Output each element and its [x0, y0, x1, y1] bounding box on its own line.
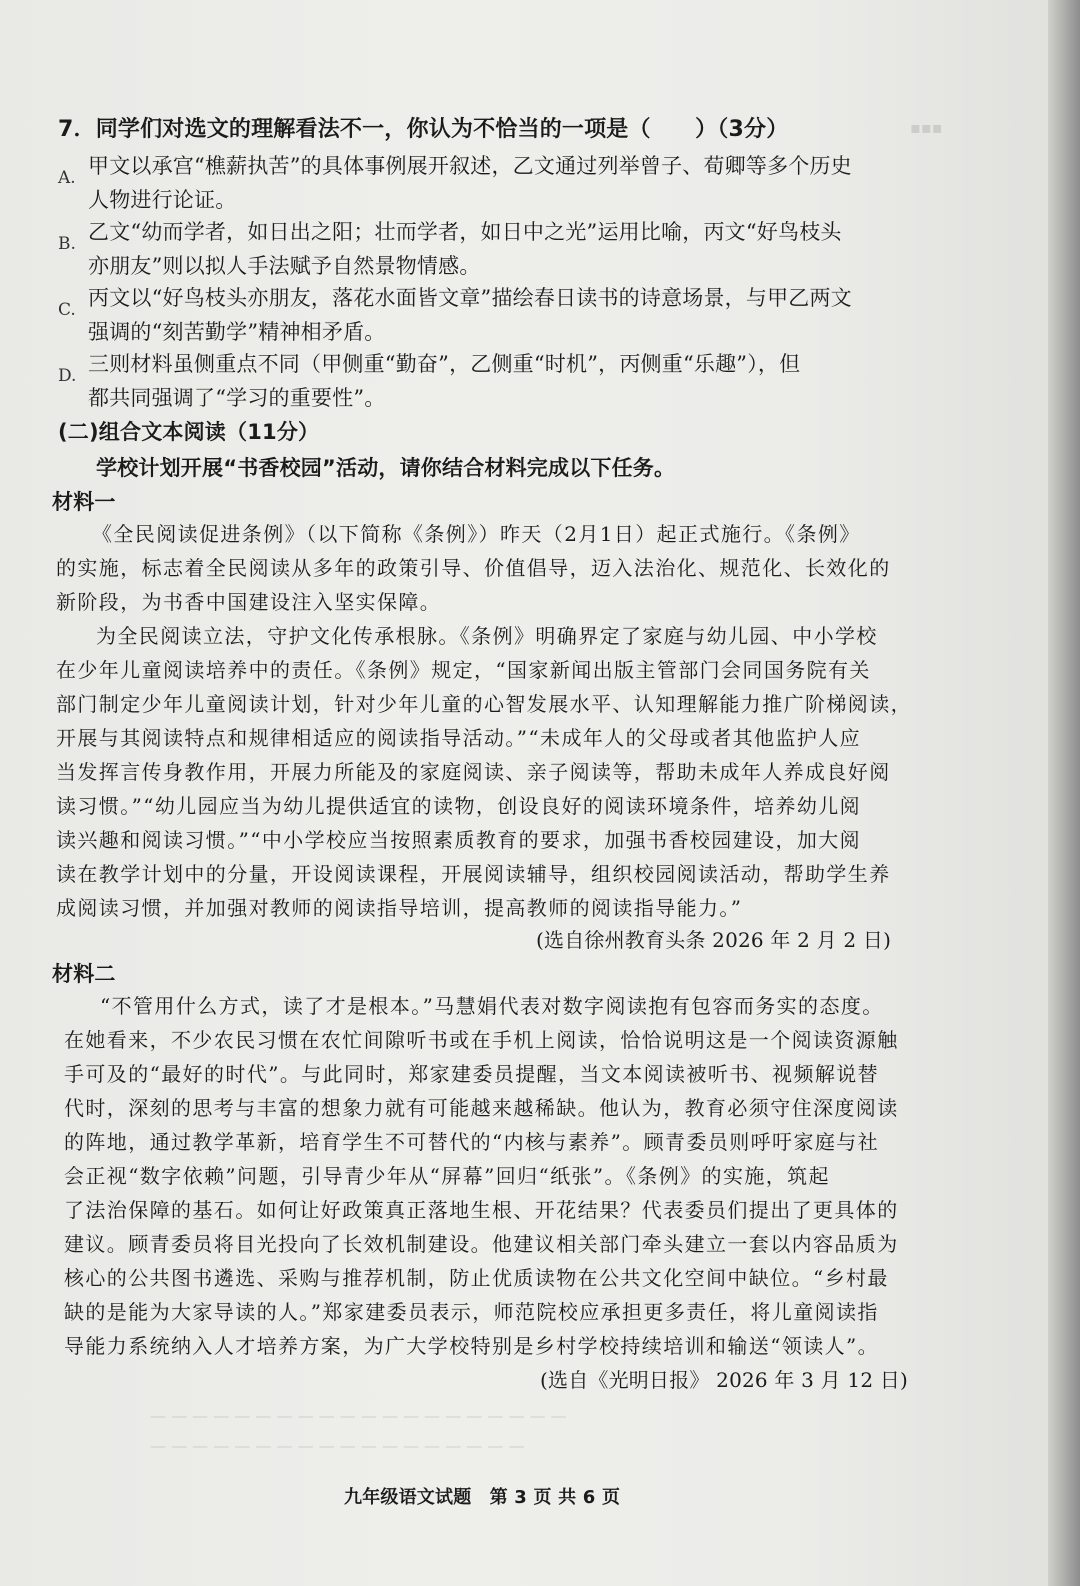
material-1-line: 当发挥言传身教作用，开展力所能及的家庭阅读、亲子阅读等，帮助未成年人养成良好阅 — [56, 760, 891, 784]
option-text-line: 丙文以“好鸟枝头亦朋友，落花水面皆文章”描绘春日读书的诗意场景，与甲乙两文 — [88, 286, 852, 310]
page-footer: 九年级语文试题 第 3 页 共 6 页 — [344, 1487, 621, 1508]
option-letter: D. — [58, 366, 77, 386]
option-text-line: 都共同强调了“学习的重要性”。 — [88, 386, 386, 410]
material-2-line: 代时，深刻的思考与丰富的想象力就有可能越来越稀缺。他认为，教育必须守住深度阅读 — [64, 1096, 899, 1120]
option-text-line: 亦朋友”则以拟人手法赋予自然景物情感。 — [88, 254, 481, 278]
material-1-line: 读在教学计划中的分量，开设阅读课程，开展阅读辅导，组织校园阅读活动，帮助学生养 — [56, 862, 891, 886]
option-text-line: 乙文“幼而学者，如日出之阳；壮而学者，如日中之光”运用比喻，丙文“好鸟枝头 — [88, 220, 842, 244]
material-1-line: 为全民阅读立法，守护文化传承根脉。《条例》明确界定了家庭与幼儿园、中小学校 — [96, 624, 878, 648]
material-1-line: 《全民阅读促进条例》（以下简称《条例》）昨天（2月1日）起正式施行。《条例》 — [92, 522, 861, 546]
question-7-stem: 7．同学们对选文的理解看法不一，你认为不恰当的一项是（ ）（3分） — [58, 117, 789, 142]
material-2-line: 的阵地，通过教学革新，培育学生不可替代的“内核与素养”。顾青委员则呼吁家庭与社 — [64, 1130, 880, 1154]
material-2-line: 了法治保障的基石。如何让好政策真正落地生根、开花结果？代表委员们提出了更具体的 — [64, 1198, 899, 1222]
section-task: 学校计划开展“书香校园”活动，请你结合材料完成以下任务。 — [96, 456, 676, 480]
material-2-line: 导能力系统纳入人才培养方案，为广大学校特别是乡村学校持续培训和输送“领读人”。 — [64, 1334, 880, 1358]
material-2-line: 会正视“数字依赖”问题，引导青少年从“屏幕”回归“纸张”。《条例》的实施，筑起 — [64, 1164, 830, 1188]
material-1-line: 读习惯。”“幼儿园应当为幼儿提供适宜的读物，创设良好的阅读环境条件，培养幼儿阅 — [56, 794, 862, 818]
material-2-line: 建议。顾青委员将目光投向了长效机制建设。他建议相关部门牵头建立一套以内容品质为 — [64, 1232, 899, 1256]
material-2-line: 在她看来，不少农民习惯在农忙间隙听书或在手机上阅读，恰恰说明这是一个阅读资源触 — [64, 1028, 899, 1052]
material-1-line: 部门制定少年儿童阅读计划，针对少年儿童的心智发展水平、认知理解能力推广阶梯阅读， — [56, 692, 912, 716]
option-text-line: 强调的“刻苦勤学”精神相矛盾。 — [88, 320, 386, 344]
material-1-line: 新阶段，为书香中国建设注入坚实保障。 — [56, 590, 442, 614]
paper-edge — [1048, 0, 1080, 1586]
bleed-through-mark: ▪▪▪ — [910, 118, 943, 137]
option-text-line: 甲文以承宫“樵薪执苦”的具体事例展开叙述，乙文通过列举曾子、荀卿等多个历史 — [88, 154, 852, 178]
option-text-line: 人物进行论证。 — [88, 188, 237, 212]
option-letter: C. — [58, 300, 76, 320]
material-1-line: 的实施，标志着全民阅读从多年的政策引导、价值倡导，迈入法治化、规范化、长效化的 — [56, 556, 891, 580]
material-1-line: 在少年儿童阅读培养中的责任。《条例》规定，“国家新闻出版主管部门会同国务院有关 — [56, 658, 871, 682]
material-2-title: 材料二 — [52, 962, 116, 986]
bleed-through-mark: — — — — — — — — — — — — — — — — — — — [150, 1436, 525, 1455]
material-1-line: 成阅读习惯，并加强对教师的阅读指导培训，提高教师的阅读指导能力。” — [56, 896, 743, 920]
material-2-line: 缺的是能为大家导读的人。”郑家建委员表示，师范院校应承担更多责任，将儿童阅读指 — [64, 1300, 879, 1324]
material-1-source: (选自徐州教育头条 2026 年 2 月 2 日) — [536, 928, 892, 952]
material-2-line: “不管用什么方式，读了才是根本。”马慧娟代表对数字阅读抱有包容而务实的态度。 — [100, 994, 884, 1018]
option-text-line: 三则材料虽侧重点不同（甲侧重“勤奋”，乙侧重“时机”，丙侧重“乐趣”），但 — [88, 352, 801, 376]
material-2-line: 核心的公共图书遴选、采购与推荐机制，防止优质读物在公共文化空间中缺位。“乡村最 — [64, 1266, 889, 1290]
material-2-source: (选自《光明日报》 2026 年 3 月 12 日) — [540, 1368, 909, 1392]
option-letter: A. — [58, 168, 76, 188]
option-letter: B. — [58, 234, 76, 254]
bleed-through-mark: — — — — — — — — — — — — — — — — — — — — — [150, 1406, 567, 1425]
material-1-line: 读兴趣和阅读习惯。”“中小学校应当按照素质教育的要求，加强书香校园建设，加大阅 — [56, 828, 862, 852]
section-heading: (二)组合文本阅读（11分） — [58, 420, 320, 444]
material-1-title: 材料一 — [52, 490, 116, 514]
material-1-line: 开展与其阅读特点和规律相适应的阅读指导活动。”“未成年人的父母或者其他监护人应 — [56, 726, 862, 750]
material-2-line: 手可及的“最好的时代”。与此同时，郑家建委员提醒，当文本阅读被听书、视频解说替 — [64, 1062, 880, 1086]
